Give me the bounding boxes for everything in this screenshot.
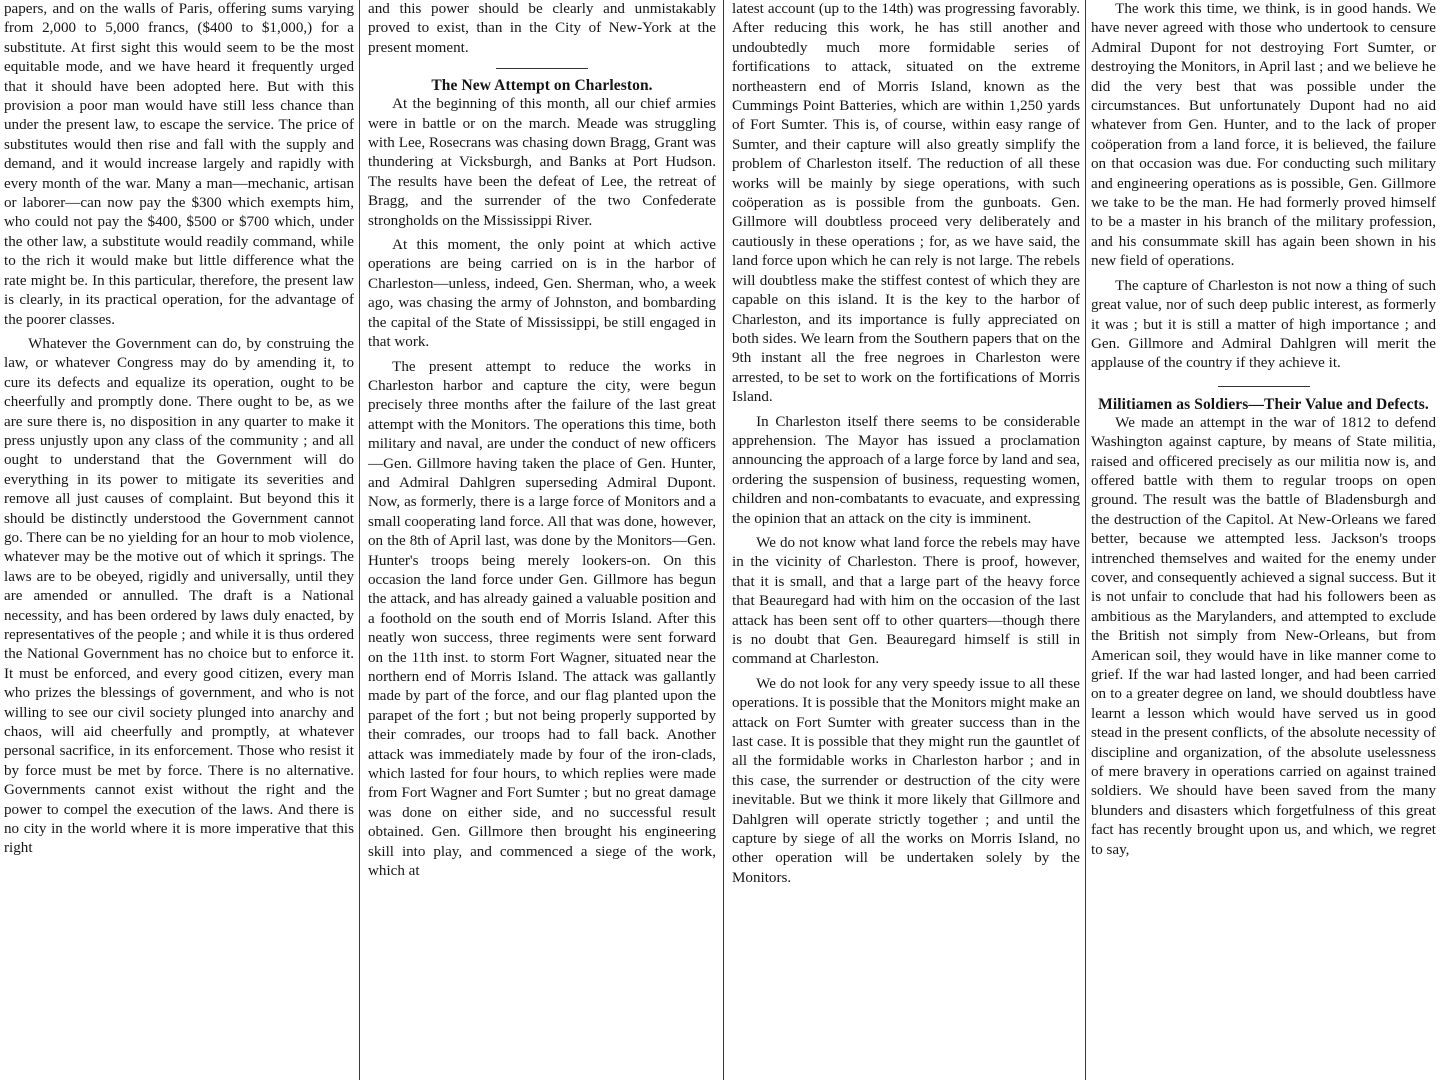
- column-4: [1091, 0, 1436, 1080]
- paragraph: We made an attempt in the war of 1812 to defend Washington against capture, by means of State militia, raised and officered precisely as our militia now is, and offered battle with them to regular troops on open ground. The result was the battle of Bladensburgh and the destruction of the Capitol. At New-Orleans we fared better, because we attempted less. Jackson's troops intrenched themselves and waited for the enemy under cover, and consequently achieved a signal success. But it is not unfair to conclude that had his followers been as ambitious as the Marylanders, and attempted to exclude the British not simply from New-Orleans, but from American soil, they would have in like manner come to grief. If the war had lasted longer, and had been carried on to a greater degree on land, we should doubtless have learnt a lesson which would have served us in good stead in the present conflicts, of the absolute necessity of discipline and organization, of the absolute uselessness of mere bravery in operations carried on against trained soldiers. We should have been saved from the many blunders and disasters which forgetfulness of this great fact has recently brought upon us, and which, we regret to say,: [1091, 414, 1436, 858]
- article-headline-charleston: The New Attempt on Charleston.: [431, 77, 653, 95]
- column-1: [4, 0, 354, 1080]
- paragraph: We do not look for any very speedy issue to all these operations. It is possible that the Monitors might make an attack on Fort Sumter with greater success than in the last case. It is possible that they might run the gauntlet of all the formidable works in Charleston harbor ; and in this case, the surrender or destruction of the city were inevitable. But we think it more likely that Gillmore and Dahlgren will operate strictly together ; and until the capture by siege of all the works on Morris Island, no other operation will be undertaken solely by the Monitors.: [732, 675, 1080, 886]
- paragraph: We do not know what land force the rebels may have in the vicinity of Charleston. There is proof, however, that it is small, and that a large part of the heavy force that Beauregard had with him on the occasion of the last attack has been sent off to other quarters—though there is no doubt that Gen. Beauregard himself is still in command at Charleston.: [732, 534, 1080, 668]
- paragraph: At this moment, the only point at which active operations are being carried on is in the harbor of Charleston—unless, indeed, Gen. Sherman, who, a week ago, was chasing the army of Johnston, and bombarding the capital of the State of Mississippi, be still engaged in that work.: [368, 237, 716, 351]
- section-separator: [496, 68, 588, 69]
- paragraph: The present attempt to reduce the works in Charleston harbor and capture the city, were begun precisely three months after the failure of the last great attempt with the Monitors. The operations this time, both military and naval, are under the conduct of new officers—Gen. Gillmore having taken the place of Gen. Hunter, and Admiral Dahlgren superseding Admiral Dupont. Now, as formerly, there is a large force of Monitors and a small cooperating land force. All that was done, however, on the 8th of April last, was done by the Monitors—Gen. Hunter's troops being merely lookers-on. On this occasion the land force under Gen. Gillmore has begun the attack, and has already gained a valuable position and a foothold on the south end of Morris Island. After this neatly won success, three regiments were sent forward on the 11th inst. to storm Fort Wagner, situated near the northern end of Morris Island. The attack was gallantly made by part of the force, and our flag planted upon the parapet of the fort ; but not being properly supported by their comrades, our troops had to fall back. Another attack was immediately made by four of the iron-clads, which lasted for four hours, to which replies were made from Fort Wagner and Fort Sumter ; but no great damage was done on either side, and no successful result obtained. Gen. Gillmore then brought his engineering skill into play, and commenced a siege of the work, which at: [368, 358, 716, 880]
- column-2: [368, 0, 716, 1080]
- article-headline-militiamen: Militiamen as Soldiers—Their Value and Defects.: [1098, 395, 1429, 413]
- paragraph: papers, and on the walls of Paris, offering sums varying from 2,000 to 5,000 francs, ($400 to $1,000,) for a substitute. At first sight this would seem to be the most equitable mode, and we have heard it frequently urged that it should have been adopted here. But with this provision a poor man would have still less chance than under the present law, to escape the service. The price of substitutes would then rise and fall with the supply and demand, and it would increase largely and rapidly with every month of the war. Many a man—mechanic, artisan or laborer—can now pay the $300 which exempts him, who could not pay the $400, $500 or $700 which, under the other law, a substitute would readily command, while to the rich it would make but little difference what the rate might be. In this particular, therefore, the present law is clearly, in its practical operation, for the advantage of the poorer classes.: [4, 1, 354, 328]
- column-rule: [1085, 0, 1086, 1080]
- paragraph: Whatever the Government can do, by construing the law, or whatever Congress may do by amending it, to cure its defects and equalize its operation, ought to be cheerfully and promptly done. There ought to be, as we are sure there is, no disposition in any quarter to make it press unjustly upon any class of the community ; and all ought to understand that the Government will do everything in its power to mitigate its severities and remove all just causes of complaint. But beyond this it should be distinctly understood the Government cannot go. There can be no yielding for an hour to mob violence, whatever may be the motive out of which it springs. The laws are to be obeyed, rigidly and universally, until they are amended or annulled. The draft is a National necessity, and has been ordered by laws duly enacted, by representatives of the people ; and while it is thus ordered the National Government has no choice but to enforce it. It must be enforced, and every good citizen, every man who prizes the blessings of government, and who is not willing to see our civil society plunged into anarchy and chaos, will aid cheerfully and promptly, at whatever personal sacrifice, in its enforcement. Those who resist it by force must be met by force. There is no alternative. Governments cannot exist without the right and the power to compel the execution of the laws. And there is no city in the world where it is more imperative that this right: [4, 335, 354, 857]
- column-3: [732, 0, 1080, 1080]
- section-separator: [1218, 386, 1310, 387]
- paragraph: and this power should be clearly and unmistakably proved to exist, than in the City of New-York at the present moment.: [368, 1, 716, 56]
- paragraph: At the beginning of this month, all our chief armies were in battle or on the march. Meade was struggling with Lee, Rosecrans was chasing down Bragg, Grant was thundering at Vicksburgh, and Banks at Port Hudson. The results have been the defeat of Lee, the retreat of Bragg, and the surrender of the two Confederate strongholds on the Mississippi River.: [368, 96, 716, 229]
- paragraph: The work this time, we think, is in good hands. We have never agreed with those who undertook to censure Admiral Dupont for not destroying Fort Sumter, or destroying the Monitors, in April last ; and we believe he did the very best that was possible under the circumstances. But unfortunately Dupont had no aid whatever from Gen. Hunter, and to the lack of proper coöperation from a land force, it is believed, the failure on that occasion was due. For conducting such military and engineering operations as is possible, Gen. Gillmore we take to be the man. He had formerly proved himself to be a master in his branch of the military profession, and his consummate skill has again been shown in his new field of operations.: [1091, 1, 1436, 270]
- paragraph: The capture of Charleston is not now a thing of such great value, nor of such deep public interest, as formerly it was ; but it is still a matter of high importance ; and Gen. Gillmore and Admiral Dahlgren will merit the applause of the country if they achieve it.: [1091, 277, 1436, 372]
- paragraph: In Charleston itself there seems to be considerable apprehension. The Mayor has issued a proclamation announcing the approach of a large force by land and sea, ordering the suspension of business, requesting women, children and non-combatants to evacuate, and expressing the opinion that an attack on the city is imminent.: [732, 413, 1080, 527]
- column-rule: [723, 0, 724, 1080]
- column-rule: [359, 0, 360, 1080]
- paragraph: latest account (up to the 14th) was progressing favorably. After reducing this work, he has still another and undoubtedly much more formidable series of fortifications to attack, situated on the extreme northeastern end of Morris Island, known as the Cummings Point Batteries, which are within 1,250 yards of Fort Sumter. This is, of course, within easy range of Sumter, and their capture will also greatly simplify the problem of Charleston itself. The reduction of all these works will be mainly by siege operations, with such coöperation as is possible from the gunboats. Gen. Gillmore will doubtless proceed very deliberately and cautiously in these operations ; for, as we have said, the land force upon which he can rely is not large. The rebels will doubtless make the stiffest contest of which they are capable on this island. It is the key to the harbor of Charleston, and its importance is fully appreciated on both sides. We learn from the Southern papers that on the 9th instant all the free negroes in Charleston were arrested, to be set to work on the fortifications of Morris Island.: [732, 1, 1080, 406]
